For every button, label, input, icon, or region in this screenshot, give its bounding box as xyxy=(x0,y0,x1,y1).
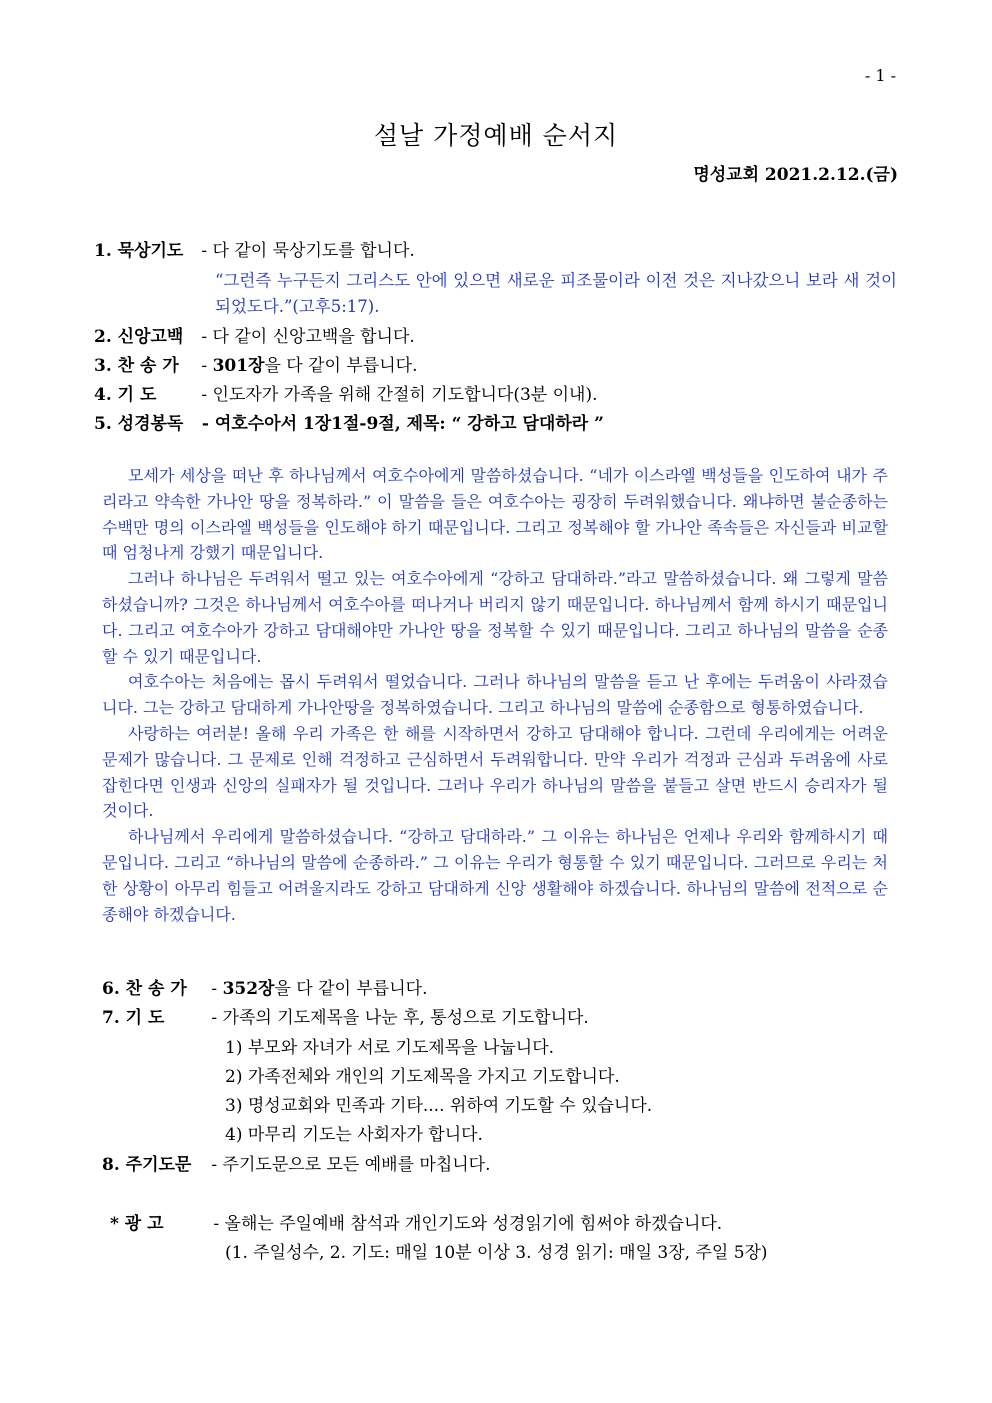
order-item-1 xyxy=(94,240,415,262)
item-text: - xyxy=(196,356,213,376)
order-item-8 xyxy=(102,1154,491,1176)
item-text: - 다 같이 신앙고백을 합니다. xyxy=(196,327,415,347)
hymn-number: 301장 xyxy=(212,356,265,376)
item-text-rest: 을 다 같이 부릅니다. xyxy=(274,979,428,999)
order-item-4 xyxy=(94,384,598,406)
sermon-body xyxy=(102,463,888,927)
order-item-2 xyxy=(94,326,415,348)
item-label: 1. 묵상기도 xyxy=(94,241,184,261)
item-text-rest: 을 다 같이 부릅니다. xyxy=(264,356,418,376)
prayer-step: 2) 가족전체와 개인의 기도제목을 가지고 기도합니다. xyxy=(225,1067,620,1087)
item-text: - 다 같이 묵상기도를 합니다. xyxy=(196,241,415,261)
item-text: - 가족의 기도제목을 나눈 후, 통성으로 기도합니다. xyxy=(206,1008,589,1028)
item-text: - 주기도문으로 모든 예배를 마칩니다. xyxy=(206,1155,491,1175)
order-item-6 xyxy=(102,978,427,1000)
prayer-step: 1) 부모와 자녀가 서로 기도제목을 나눕니다. xyxy=(225,1038,555,1058)
item-label: 7. 기 도 xyxy=(102,1008,165,1028)
item-label: 6. 찬 송 가 xyxy=(102,979,187,999)
sermon-paragraph: 하나님께서 우리에게 말씀하셨습니다. “강하고 담대하라.” 그 이유는 하나님은 언제나 우리와 함께하시기 때문입니다. 그리고 “하나님의 말씀에 순종하라.” 그 이유는 우리가 형통할 수 있기 때문입니다. 그러므로 우리는 처한 상황이 아무리 힘들고 어려울지라도 강하고 담대하게 신앙 생활해야 하겠습니다. 하나님의 말씀에 전적으로 순종해야 하겠습니다. xyxy=(102,827,888,924)
notice-text: - 올해는 주일예배 참석과 개인기도와 성경읽기에 힘써야 하겠습니다. xyxy=(208,1214,723,1234)
sermon-paragraph: 사랑하는 여러분! 올해 우리 가족은 한 해를 시작하면서 강하고 담대해야 합니다. 그런데 우리에게는 어려운 문제가 많습니다. 그 문제로 인해 걱정하고 근심하면서 두려워합니다. 만약 우리가 걱정과 근심과 두려움에 사로잡힌다면 인생과 신앙의 실패자가 될 것입니다. 그러나 우리가 하나님의 말씀을 붙들고 살면 반드시 승리자가 될 것이다. xyxy=(102,723,888,821)
item-text: - 인도자가 가족을 위해 간절히 기도합니다(3분 이내). xyxy=(196,385,598,405)
church-date: 명성교회 2021.2.12.(금) xyxy=(693,165,898,185)
prayer-step: 3) 명성교회와 민족과 기타.... 위하여 기도할 수 있습니다. xyxy=(225,1096,653,1116)
order-item-3 xyxy=(94,355,417,377)
item-label: 4. 기 도 xyxy=(94,385,157,405)
item-label: 5. 성경봉독 xyxy=(94,414,184,434)
hymn-number: 352장 xyxy=(222,979,275,999)
scripture-quote: “그런즉 누구든지 그리스도 안에 있으면 새로운 피조물이라 이전 것은 지나갔으니 보라 새 것이 되었도다.”(고후5:17). xyxy=(215,271,897,316)
page-number: - 1 - xyxy=(864,66,896,85)
notice xyxy=(110,1213,722,1235)
item-text: - xyxy=(206,979,223,999)
item-label: 2. 신앙고백 xyxy=(94,327,184,347)
sermon-paragraph: 모세가 세상을 떠난 후 하나님께서 여호수아에게 말씀하셨습니다. “네가 이스라엘 백성들을 인도하여 내가 주리라고 약속한 가나안 땅을 정복하라.” 이 말씀을 들은 여호수아는 굉장히 두려워했습니다. 왜냐하면 불순종하는 수백만 명의 이스라엘 백성들을 인도해야 하기 때문입니다. 그리고 정복해야 할 가나안 족속들은 자신들과 비교할 때 엄청나게 강했기 때문입니다. xyxy=(102,466,888,563)
sermon-paragraph: 그러나 하나님은 두려워서 떨고 있는 여호수아에게 “강하고 담대하라.”라고 말씀하셨습니다. 왜 그렇게 말씀하셨습니까? 그것은 하나님께서 여호수아를 떠나거나 버리지 않기 때문입니다. 하나님께서 함께 하시기 때문입니다. 그리고 여호수아가 강하고 담대해야만 가나안 땅을 정복할 수 있기 때문입니다. 그리고 하나님의 말씀을 순종할 수 있기 때문입니다. xyxy=(102,569,888,666)
item-text: - 여호수아서 1장1절-9절, 제목: “ 강하고 담대하라 ” xyxy=(196,414,604,434)
prayer-step: 4) 마무리 기도는 사회자가 합니다. xyxy=(225,1125,483,1145)
item-label: 3. 찬 송 가 xyxy=(94,356,179,376)
order-item-5 xyxy=(94,413,604,435)
sermon-paragraph: 여호수아는 처음에는 몹시 두려워서 떨었습니다. 그러나 하나님의 말씀을 듣고 난 후에는 두려움이 사라졌습니다. 그는 강하고 담대하게 가나안땅을 정복하였습니다. 그리고 하나님의 말씀에 순종함으로 형통하였습니다. xyxy=(102,672,888,718)
notice-label: * 광 고 xyxy=(110,1214,164,1234)
order-item-7 xyxy=(102,1007,589,1029)
item-label: 8. 주기도문 xyxy=(102,1155,192,1175)
document-title: 설날 가정예배 순서지 xyxy=(373,121,619,150)
notice-detail: (1. 주일성수, 2. 기도: 매일 10분 이상 3. 성경 읽기: 매일 3장, 주일 5장) xyxy=(225,1243,768,1263)
